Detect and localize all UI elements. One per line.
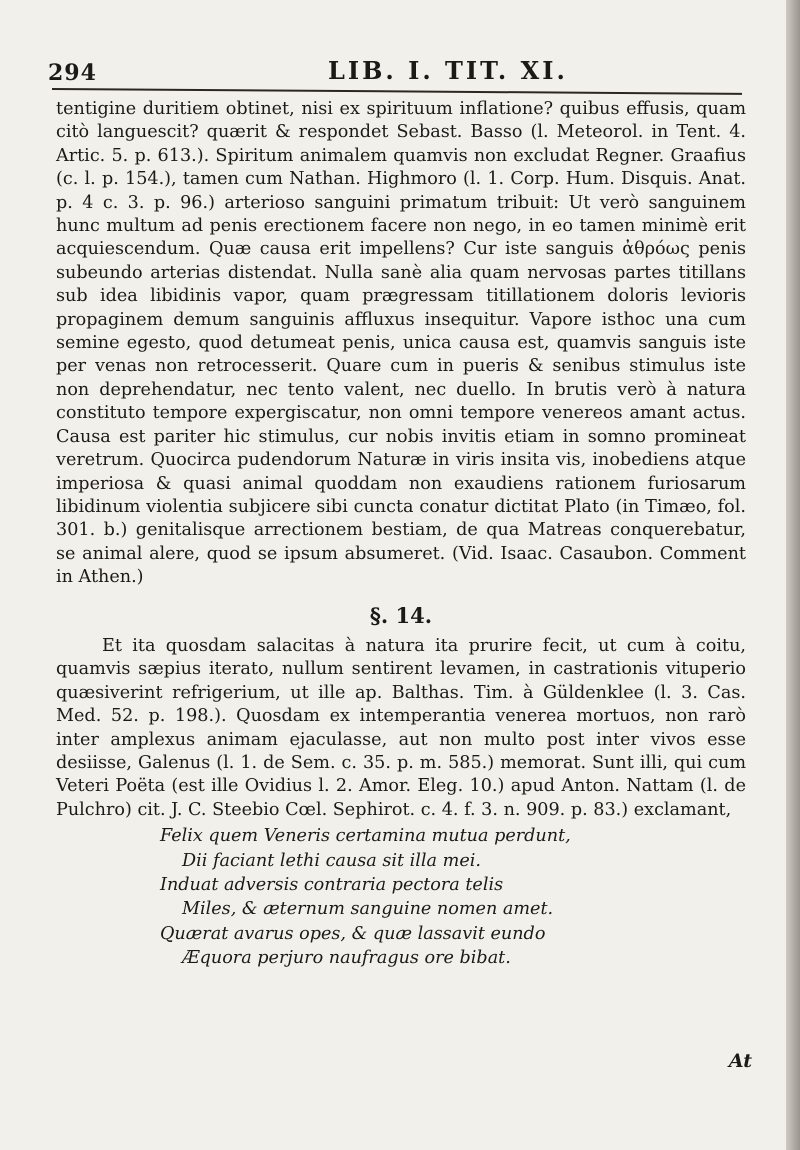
paragraph-1: tentigine duritiem obtinet, nisi ex spirituum inflatione? quibus effusis, quam citò languescit? quærit & respondet Sebast. Basso (l. Meteorol. in Tent. 4. Artic. 5. p. 613.). Spiritum animalem quamvis non excludat Regner. Graafius (c. l. p. 154.), tamen cum Nathan. Highmoro (l. 1. Corp. Hum. Disquis. Anat. p. 4 c. 3. p. 96.) arterioso sanguini primatum tribuit: Ut verò sanguinem hunc multum ad penis erectionem facere non nego, in eo tamen minimè erit acquiescendum. Quæ causa erit impellens? Cur iste sanguis ἀθρόως penis subeundo arterias distendat. Nulla sanè alia quam nervosas partes titillans sub idea libidinis vapor, quam prægressam titillationem doloris levioris propaginem demum sanguinis affluxus insequitur. Vapore isthoc una cum semine egesto, quod detumeat penis, unica causa est, quamvis sanguis iste per venas non retrocesserit. Quare cum in pueris & senibus stimulus iste non deprehendatur, nec tento valent, nec duello. In brutis verò à natura constituto tempore expergiscatur, non omni tempore venereos amant actus. Causa est pariter hic stimulus, cur nobis invitis etiam in somno promineat veretrum. Quocirca pudendorum Naturæ in viris insita vis, inobediens atque imperiosa & quasi animal quoddam non exaudiens rationem furiosarum libidinum violentia subjicere sibi cuncta conatur dictitat Plato (in Timæo, fol. 301. b.) genitalisque arrectionem bestiam, de qua Matreas conquerebatur, se animal alere, quod se ipsum absumeret. (Vid. Isaac. Casaubon. Comment in Athen.) [56,99,746,588]
running-head: LIB. I. TIT. XI. [328,56,568,85]
verse-line: Felix quem Veneris certamina mutua perdunt, [160,826,571,847]
verse-line: Dii faciant lethi causa sit illa mei. [182,850,481,871]
verse-line: Miles, & æternum sanguine nomen amet. [182,899,554,920]
page-header [48,56,748,90]
verse-line: Quærat avarus opes, & quæ lassavit eundo [160,923,546,944]
paragraph-2: Et ita quosdam salacitas à natura ita prurire fecit, ut cum à coitu, quamvis sæpius iterato, nullum sentirent levamen, in castrationis vituperio quæsiverint refrigerium, ut ille ap. Balthas. Tim. à Güldenklee (l. 3. Cas. Med. 52. p. 198.). Quosdam ex intemperantia venerea mortuos, non rarò inter amplexus animam ejaculasse, aut non multo post inter vivos esse desiisse, Galenus (l. 1. de Sem. c. 35. p. m. 585.) memorat. Sunt illi, qui cum Veteri Poëta (est ille Ovidius l. 2. Amor. Eleg. 10.) apud Anton. Nattam (l. de Pulchro) cit. J. C. Steebio Cœl. Sephirot. c. 4. f. 3. n. 909. p. 83.) exclamant, [56,635,746,820]
main-text [56,98,746,971]
verse-line: Æquora perjuro naufragus ore bibat. [182,948,511,969]
section-heading: §. 14. [369,602,433,628]
catchword: At [728,1050,752,1072]
page-number: 294 [48,60,97,86]
verse-line: Induat adversis contraria pectora telis [160,875,504,895]
verse-quotation [56,824,746,970]
binding-edge [786,0,800,1150]
